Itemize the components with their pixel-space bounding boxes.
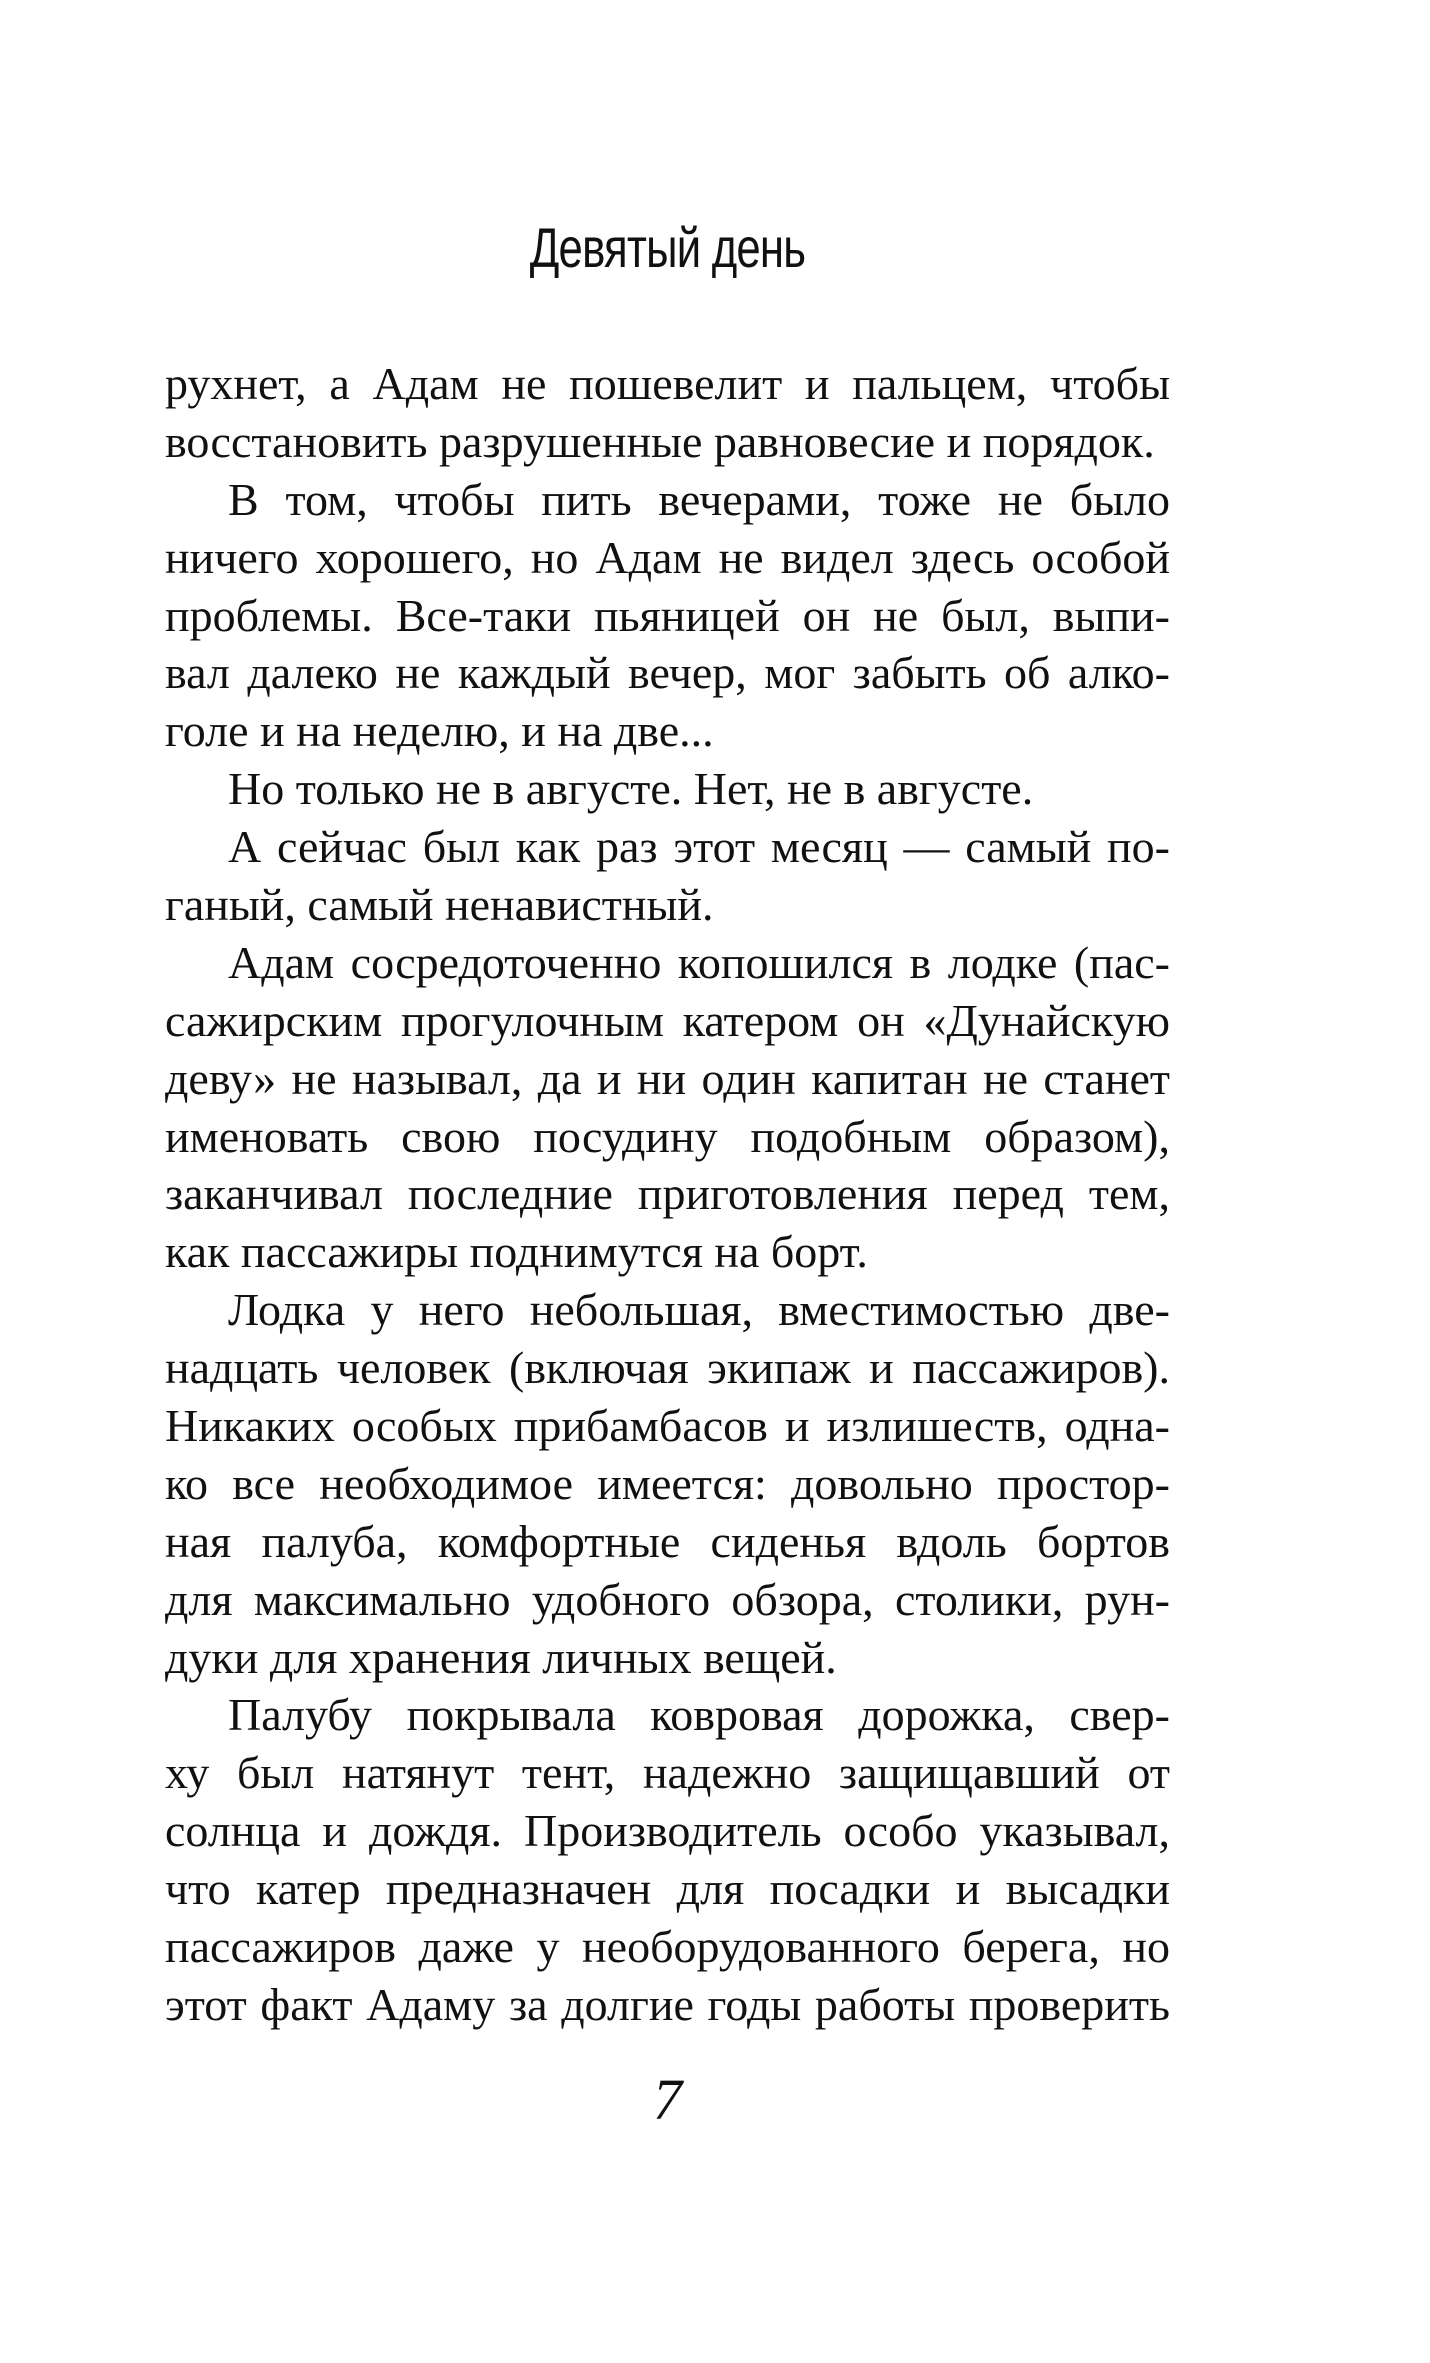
text-line: рухнет, а Адам не пошевелит и пальцем, чтобы: [165, 358, 1170, 409]
text-line: надцать человек (включая экипаж и пассажиров).: [165, 1342, 1170, 1394]
text-line: как пассажиры поднимутся на борт.: [165, 1226, 868, 1278]
text-line: Лодка у него небольшая, вместимостью две-: [228, 1284, 1170, 1336]
text-line: голе и на неделю, и на две...: [165, 705, 714, 757]
text-line: дуки для хранения личных вещей.: [165, 1631, 837, 1683]
text-line: именовать свою посудину подобным образом),: [165, 1110, 1170, 1162]
text-line: сажирским прогулочным катером он «Дунайскую: [165, 994, 1170, 1046]
text-line: ко все необходимое имеется: довольно простор-: [165, 1457, 1170, 1509]
text-line: ная палуба, комфортные сиденья вдоль бортов: [165, 1515, 1170, 1567]
text-line: В том, чтобы пить вечерами, тоже не было: [228, 473, 1170, 525]
text-line: для максимально удобного обзора, столики, рун-: [165, 1573, 1170, 1625]
text-line: ху был натянут тент, надежно защищавший от: [165, 1747, 1170, 1799]
text-line: что катер предназначен для посадки и высадки: [165, 1863, 1170, 1915]
text-line: заканчивал последние приготовления перед тем,: [165, 1168, 1170, 1220]
text-line: проблемы. Все-таки пьяницей он не был, выпи-: [165, 589, 1170, 641]
text-line: Палубу покрывала ковровая дорожка, свер-: [228, 1689, 1170, 1741]
text-line: Адам сосредоточенно копошился в лодке (пас-: [228, 936, 1170, 988]
text-line: А сейчас был как раз этот месяц — самый по-: [228, 821, 1170, 873]
page-number: 7: [653, 2067, 682, 2132]
text-line: ганый, самый ненавистный.: [165, 879, 714, 931]
text-line: пассажиров даже у необорудованного берега, но: [165, 1921, 1170, 1973]
text-line: Никаких особых прибамбасов и излишеств, одна-: [165, 1400, 1170, 1452]
text-line: Но только не в августе. Нет, не в августе.: [228, 763, 1034, 815]
running-title: Девятый день: [529, 216, 806, 279]
text-line: вал далеко не каждый вечер, мог забыть об алко-: [165, 647, 1170, 699]
text-line: ничего хорошего, но Адам не видел здесь особой: [165, 531, 1170, 583]
text-line: деву» не называл, да и ни один капитан не станет: [165, 1052, 1170, 1104]
text-line: этот факт Адаму за долгие годы работы проверить: [165, 1978, 1170, 2030]
text-line: солнца и дождя. Производитель особо указывал,: [165, 1805, 1170, 1857]
text-line: восстановить разрушенные равновесие и порядок.: [165, 415, 1155, 467]
body-text: [165, 355, 1170, 2034]
